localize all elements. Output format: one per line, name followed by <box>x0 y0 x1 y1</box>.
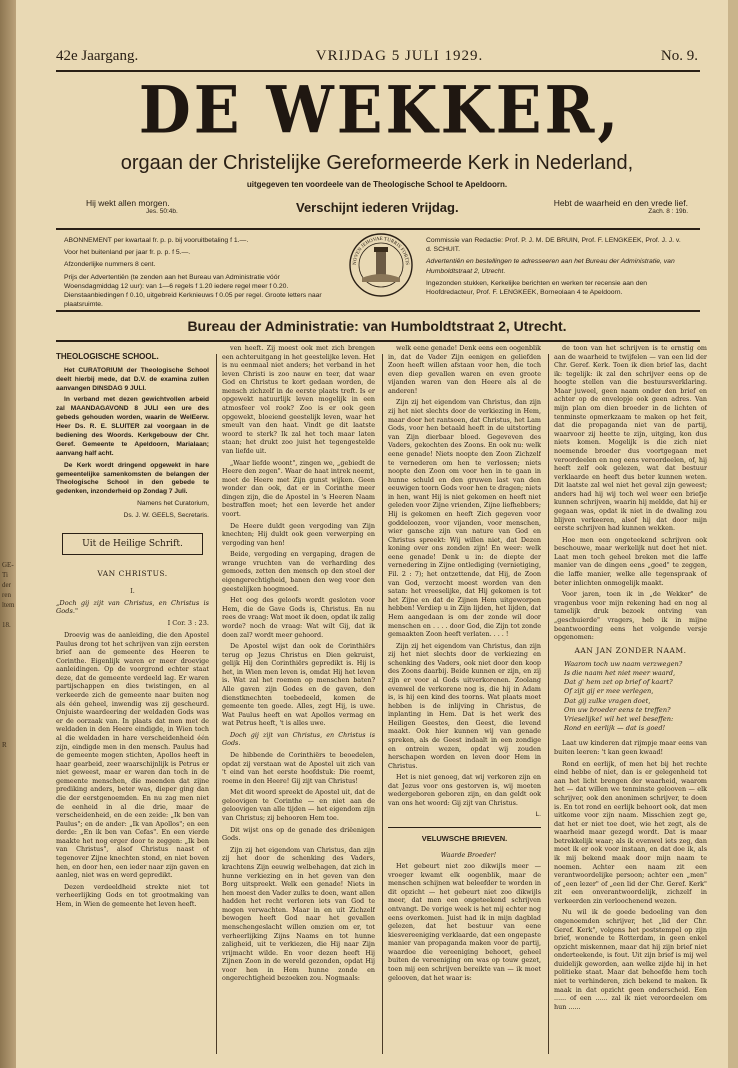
seal-lettering: NOVEN JEHOVAE TURRIS FORTIS <box>352 236 410 266</box>
column-divider <box>548 354 549 1054</box>
header-rule <box>56 70 700 72</box>
masthead-rule <box>56 228 700 230</box>
scripture-heading-box: Uit de Heilige Schrift. <box>62 533 203 555</box>
section-heading: THEOLOGISCHE SCHOOL. <box>56 352 159 361</box>
motto-left-ref: Jes. 50:4b. <box>146 208 178 215</box>
bureau-rule <box>56 340 700 342</box>
newspaper-page <box>16 0 728 1068</box>
motto-left: Hij wekt allen morgen. Jes. 50:4b. <box>86 198 178 215</box>
column-4: de toon van het schrijven is te ernstig om aan de waarheid te twijfelen — van een lid der Chr. Geref. Kerk. Toen ik dien brief las, dacht ik: tegelijk: ik zal den schrijver eens op de hoogte stellen van die bestuursverklaring. Maar juweel, geen naam onder den brief en achter op de envelopje ook geen adres. Van mijn plan om dien broeder in de lichten of tenminste opmerkzaam te maken op het feit, dat die propaganda niet van de partij, waarvoor zij heette te zijn, uitging, kon dus niets komen. Mogelijk is die zich niet noemende broeder dus voortgegaan met veroordeelen en nog eens veroordeelen, of, hij heeft zelf ook gelezen, wat dat bestuur verklaarde en heeft dus beter kunnen weten. Dit laatste zal wel niet het geval zijn geweest; anders had hij wij toch wel weer een briefje kunnen schrijven, waarin hij meldde, dat hij er gegaan was, opdat ik niet in de dwaling zou blijven verkeeren, alsof hij dat door mijn eerste schrijven had kunnen wekken. Hoe men een ongeteekend schrijven ook beschouwe, maar werkelijk nut doet het niet. Laat men toch geheel breken met die laffe manier van de dingen eens „goed" te zeggen, die laffe manier, welke alle tegenspraak of beter inlichten onmogelijk maakt. Voor jaren, toen ik in „de Wekker" de vragenbus voor mijn rekening had en nog al tamelijk druk bezoek ontving van „geschuierde" vragers, heb ik in mijne beantwoording eens het volgende versje opgenomen: AAN JAN ZONDER NAAM. Waarom toch uw naam verzwegen? Is die naam het niet meer waard, Dat g' hem zet op brief of kaart? Of zijt gij er mee verlegen, Dat gij zulke vragen doet, Om uw broeder eens te treffen? Vrieselijke! wil het wel beseffen: Rond en eerlijk — dat is goed! Laat uw kinderen dat rijmpje maar eens van buiten leeren: 't kan geen kwaad! Rond en eerlijk, of men het bij het rechte eind hebbe of niet, dan is er gelegenheid tot aan het licht brengen der waarheid, waarom het — dat willen we tenminste gelooven — elk schrijver, ook den anonimen schrijver, te doen is. En tot rond en eerlijk behoort ook, dat men uitkome voor zijn naam. Misschien zegt ge, dat het er niet toe doet, wie het zegt, als de waarheid maar gezegd wordt. Dat is maar betrekkelijk waar; als ik evenwel iets zeg, dan moet ik er ook voor instaan, en dat doe ik, als ik mij bekend maak door mijn naam te noemen. Achter een naam zit een verantwoordelijke persoon; achter een „men" of „een lezer" of „een lid der Chr. Geref. Kerk" zit een onverantwoordelijk, zichzelf in verkeerden zin verloochenend wezen. Nu wil ik de goede bedoeling van den ongenoemden schrijver, het „lid der Chr. Geref. Kerk", volgens het poststempel op zijn brief, wonende te Rotterdam, in geen enkel opzicht miskennen, maar dat hij zijn brief niet onderteekende, is fout. Uit zijn brief is mij wel duidelijk geworden, aan welke zijde hij in het politieke staat. Maar dat behoefde hem toch niet te verhinderen, zich bekend te maken. Ik maak in dat opzicht geen onderscheid. Een ...... of een ...... zal ik niet veroordeelen om hun ...... <box>554 344 707 1011</box>
subscription-info: ABONNEMENT per kwartaal fr. p. p. bij vooruitbetaling f 1.—. Voor het buitenland per jaar fr. p. p. f 5.—. Afzonderlijke nummers 8 cent. Prijs der Advertentiën (te zenden aan het Bureau van Administratie vóór Woensdagmiddag 12 uur): van 1—6 regels f 1.20 iedere regel meer f 0.20. Dienstaanbiedingen f 0.10, uitgebreid Kerknieuws f 0.05 per regel. Groote letters naar plaatsruimte. <box>64 237 322 309</box>
spine-fragment: GE- <box>2 561 14 569</box>
section-heading: VELUWSCHE BRIEVEN. <box>388 827 541 844</box>
masthead-subtitle: orgaan der Christelijke Gereformeerde Kerk in Nederland, <box>120 152 634 174</box>
poem-title: AAN JAN ZONDER NAAM. <box>574 645 687 655</box>
volume: 42e Jaargang. <box>56 48 139 64</box>
spine-fragment: ren <box>2 591 11 599</box>
spine-fragment: ltem <box>2 601 15 609</box>
masthead-title: DE WEKKER, <box>138 73 622 149</box>
spine-fragment: R <box>2 741 7 749</box>
info-rule <box>56 310 700 312</box>
article-columns <box>56 344 706 1054</box>
column-1: THEOLOGISCHE SCHOOL. Het CURATORIUM der Theologische School deelt hierbij mede, dat D.V. de examina zullen aanvangen DINSDAG 9 JULI. In verband met dezen gewichtvollen arbeid zal MAANDAGAVOND 8 JULI een ure des gebeds gehouden worden, waarin de WelEerw. Heer Ds. R. E. SLUITER zal voorgaan in de bediening des Woords. Kerkgebouw der Chr. Geref. Gemeente te Apeldoorn, Marialaan; aanvang half acht. De Kerk wordt dringend opgewekt in hare gemeentelijke samenkomsten de belangen der Theologische School in den gebede te gedenken, inzonderheid op Zondag 7 Juli. Namens het Curatorium, Ds. J. W. GEELS, Secretaris. Uit de Heilige Schrift. VAN CHRISTUS. I. „Doch gij zijt van Christus, en Christus is Gods." I Cor. 3 : 23. Droevig was de aanleiding, die den Apostel Paulus drong tot het schrijven van zijn eersten brief aan de gemeente des Heeren te Corinthe. Eigenlijk waren er meer droevige aanleidingen. Op de voorgrond echter staat deze, dat de gemeente verdeeld lag. Er waren partijschappen en dies twistingen, en al verkeerde zich de gemeente naar buiten nog als één geheel, inwendig was zij gescheurd. Onjuiste waardeering der weldaden Gods was er de oorzaak van. In plaats dat men met de weldaden in den Heere eindigde, in Wien toch al die weldaden in hare verscheidenheid één zijn, eindigde men in den mensch. Paulus had de gemeente mogen stichten, Apollos heeft in haar gearbeid, zeer waarschijnlijk is Petrus er niet geweest, maar er waren dan toch in de gemeente menschen, die meenden dat zijne prediking anders, beter was, dieper ging dan die der eerstgenoemden. En nu zag men niet de eenheid in al die drie, maar de verscheidenheid, en de een zeide: „Ik ben van Paulus"; en de ander: „Ik van Apollos"; en een derde: „En ik ben van Cefas". En een vierde maakte het nog erger door te zeggen: „Ik ben van Christus", alsof Christus naast of tegenover Zijne knechten stond, en niet boven hen, en door hen, een ieder naar zijn gaven en aanleg, niet was en werd gepredikt. Dezen verdeeldheid strekte niet tot verheerlijking Gods en tot grootmaking van Hem, in Wien de gemeente het leven heeft. <box>56 352 209 908</box>
spine-fragment: Ti <box>2 571 8 579</box>
bound-edge <box>0 0 16 1068</box>
spine-fragment: der <box>2 581 11 589</box>
issue-date: VRIJDAG 5 JULI 1929. <box>315 48 484 64</box>
motto-right-ref: Zach. 8 : 19b. <box>648 208 688 215</box>
publisher-line: uitgegeven ten voordeele van de Theologische School te Apeldoorn. <box>246 180 508 189</box>
issue-number: No. 9. <box>660 48 698 64</box>
church-seal-emblem <box>348 232 414 298</box>
issue-header <box>56 48 698 65</box>
editorial-info: Commissie van Redactie: Prof. P. J. M. DE BRUIN, Prof. F. LENGKEEK, Prof. J. J. v. d. SCHUIT. Advertentiën en bestellingen te adresseeren aan het Bureau der Administratie, van Humboldtstraat 2, Utrecht. Ingezonden stukken, Kerkelijke berichten en werken ter recensie aan den Hoofdredacteur, Prof. F. LENGKEEK, Borneolaan 4 te Apeldoorn. <box>426 237 681 296</box>
scripture-quote: „Doch gij zijt van Christus, en Christus is Gods." <box>56 598 209 616</box>
article-title: VAN CHRISTUS. <box>97 568 168 578</box>
poem: Waarom toch uw naam verzwegen? Is die naam het niet meer waard, Dat g' hem zet op brief of kaart? Of zijt gij er mee verlegen, Dat gij zulke vragen doet, Om uw broeder eens te treffen? Vrieselijke! wil het wel beseffen: Rond en eerlijk — dat is goed! <box>564 659 683 733</box>
motto-right: Hebt de waarheid en den vrede lief. Zach. 8 : 19b. <box>553 198 688 215</box>
spine-fragment: 18. <box>2 621 11 629</box>
column-divider <box>216 354 217 1054</box>
bureau-address: Bureau der Administratie: van Humboldtstraat 2, Utrecht. <box>187 318 567 334</box>
column-divider <box>382 354 383 1054</box>
scripture-ref: I Cor. 3 : 23. <box>167 619 209 628</box>
column-3: welk eene genade! Denk eens een oogenblik in, dat de Vader Zijn eenigen en geliefden Zoon heeft willen afstaan voor hen, die toch even diep gevallen waren en even groote vijanden waren van den Heere als al de anderen! Zijn zij het eigendom van Christus, dan zijn zij het niet slechts door de verkiezing in Hem, maar door het rantsoen, dat Christus, het Lam Gods, voor hen betaald heeft in de uitstorting van Zijn dierbaar bloed. Gegeveven des Vaders, gekochten des Zoons. En ook nu: welk eene genade! Niets noopte den Zoon Zichzelf te vernederen om hen te verlossen; niets noopte den Zoon om voor hen in te gaan in hunne schuld en den gruwen last van den eeuwigen toorn Gods voor hen te dragen; niets in hen, want Hij is niet gekomen en heeft niet geleden voor Zijne vrienden, Zijne liefhebbers; Hij is gekomen en heeft Zich gegeven voor goddeloozen, voor vijanden, voor menschen, wier gansche zijn van nature van God en Christus spreekt: Wij willen niet, dat Dezen koning over ons zonden zijn! En weer: welk eene genade! Denk u in: de diepte der vernedering in Zijne ontlediging (vernietiging, Fil. 2 : 7); het ontzettende, dat Hij, de Zoon van God, verzocht moest worden van den satan: het vreeselijke, dat Hij gekomen is tot het Zijne en dat de Zijnen Hem uitgeworpen hebben! Verdiep u in Zijn lijden, het lijden, dat Hem aangedaan is om der zonde wil door menschen en . . . . door God, die Zijn tot zonde gemaakten Zoon heeft verlaten. . . . ! Zijn zij het eigendom van Christus, dan zijn zij het niet slechts door de verkiezing en schenking des Vaders, ook niet door den koop des Zoons daarbij. Beide kunnen er zijn, en zij zijn er voor al Gods uitverkorenen. Zoolang evenwel de verkorene nog is, die hij in Adam is, is hij een kind des toorns. Wat plaats moet hebben is de inlijving in Christus, de inplanting in Hem. Dat is het werk des Heiligen Geestes, den Geest, die levend maakt. Ook hier kunnen wij van genade spreken, als de Geest indaalt in een zondige en ontrein wezen, opdat wij zouden herschapen worden en leven door Hem in Christus. Het is niet genoeg, dat wij verkoren zijn en dat Jezus voor ons gestorven is, wij moeten wedergeboren geboren zijn, en dan geldt ook van ons het woord: Gij zijt van Christus. L. VELUWSCHE BRIEVEN. Waarde Broeder! Het gebeurt niet zoo dikwijls meer — vroeger kwamt elk oogenblik, maar de menschen schijnen wat beleefder te worden in dit opzicht — het gebeurt niet zoo dikwijls meer, dat men een ongeteekend schrijven ontvangt. De vorige week is het mij echter nog eens overkomen. Juist had ik in mijn dagblad gelezen, dat het bestuur van eene kiesvereeniging verklaarde, dat een ongepaste manier van propaganda maken voor de partij, waardoe die vereeniging behoort, geheel buiten de vereeniging om was op touw gezet, toen mij een schrijven bereikte van — ik moet gelooven, dat het waar is: <box>388 344 541 982</box>
frequency-note: Verschijnt iederen Vrijdag. <box>296 200 459 215</box>
column-2: ven heeft. Zij moest ook met zich brengen een achteruitgang in het geestelijke leven. Het is nu eenmaal niet anders; het verband in het leven Christi is zoo nauw en teer, dat waar God en Christus te kort gedaan worden, de mensch zichzelf in de eerste plaats treft. Is er opgewekt natuurlijk leven mogelijk in een atmosfeer vol rook? Zoo is er ook geen opgewekt, bloeiend geestelijk leven, waar het smeult van den haat. Vindt ge dit laatste woord te sterk? Ik zal het toch maar laten staan; het drukt zoo juist het tegengestelde van liefde uit. „Waar liefde woont", zingen we, „gebiedt de Heere den zegen". Waar de haat intrek neemt, moet de Heere met Zijn gunst wijken. Geen wonder dan ook, dat er in Corinthe meer dingen zijn, die de Apostel in 's Heeren Naam bestraffen moet; het een leverde het ander voort. De Heere duldt geen vergoding van Zijn knechten; Hij duldt ook geen verwerping en vergoding van hen! Beide, vergoding en vergaping, dragen de wrange vruchten van de verharding des gemoeds, zetten den mensch op den stoel der eigengerechtigheid, banen den weg voor den geestelijken hoogmoed. Het oog des geloofs wordt gesloten voor Hem, die de Gave Gods is, Christus. En nu rees de vraag: Wat moet ik doen, opdat ik zalig worde? noch de vraag: Wat wilt Gij, dat ik doen zal? wordt meer gehoord. De Apostel wijst dan ook de Corinthiërs terug op Jezus Christus en Dien gekruist, gelijk Hij den Corinthiërs gepredikt is. Hij is het, in Wien men leven is, omdat Hij het leven is. Wat zal het roemen op menschen baten? Alle gaven zijn Godes en de gaven, den dienstknechten toebedeeld, komen de gemeente ten goede. Alles, zegt Hij, is uwe. Wat Paulus heeft en wat Apollos vermag en wat Petrus heeft, 't is alles uwe. Doch gij zijt van Christus, en Christus is Gods. De hibbende de Corinthiërs te beoedelen, opdat zij verstaan wat de Apostel uit zich van 't eind van het eerste hoofdstuk: Die roemt, roeme in den Heere! Gij zijt van Christus! Met dit woord spreekt de Apostel uit, dat de geloovigen te Corinthe — en niet aan de geloovigen van alle tijden — het eigendom zijn van Christus; zij behooren Hem toe. Dit wijst ons op de genade des driëenigen Gods. Zijn zij het eigendom van Christus, dan zijn zij het door de schenking des Vaders, krachtens Zijn eeuwig welbehagen, dat zich in hunne verkiezing en in het geven van den Borg uitspreekt. Welk een genade! Niets in hen moest den Vader zulks te doen, want allen hadden het recht verloren iets van God te mogen verwachten. Maar in en uit Zichzelf bewogen heeft God naar het gevallen menschengeslacht willen omzien om er, tot verheerlijking Zijns Naams en tot hunne zaligheid, uit te verkiezen, die Hij naar Zijn vrijmacht wilde. En voor dezen heeft Hij Zijnen Zoon in de wereld gezonden, opdat Hij voor hen in Hem hunne zonde en ongerechtigheid bezoeken zou. Nogmaals: <box>222 344 375 983</box>
